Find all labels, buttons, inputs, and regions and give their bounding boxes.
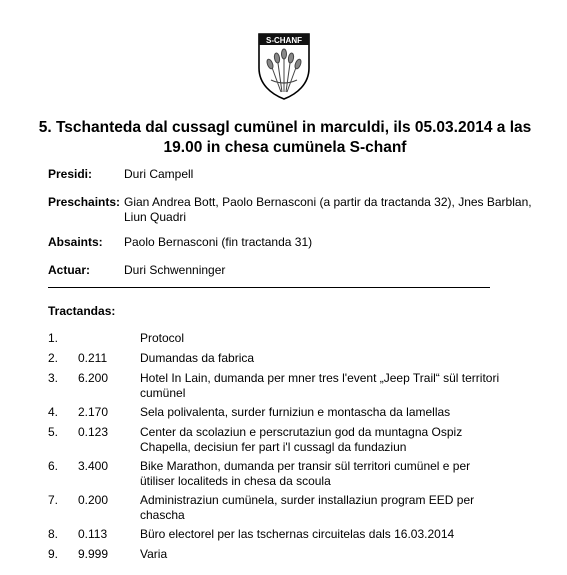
meta-label: Absaints: xyxy=(48,235,103,249)
item-number: 3. xyxy=(48,371,59,385)
item-code: 0.211 xyxy=(78,351,108,365)
item-code: 0.200 xyxy=(78,493,109,507)
meta-value: Duri Schwenninger xyxy=(124,263,226,277)
item-description: Administraziun cumünela, surder installaziun program EED per chascha xyxy=(140,493,475,522)
item-number: 6. xyxy=(48,459,59,473)
meta-label: Presidi: xyxy=(48,167,93,181)
item-number: 9. xyxy=(48,547,59,561)
item-description: Büro electorel per las tschernas circuitelas dals 16.03.2014 xyxy=(140,527,455,541)
meta-label: Preschaints: xyxy=(48,195,121,209)
item-code: 6.200 xyxy=(78,371,109,385)
item-number: 1. xyxy=(48,331,59,345)
section-divider xyxy=(48,287,490,288)
item-number: 8. xyxy=(48,527,59,541)
meta-value: Paolo Bernasconi (fin tractanda 31) xyxy=(124,235,313,249)
item-description: Hotel In Lain, dumanda per mner tres l'event „Jeep Trail“ sül territori cumünel xyxy=(140,371,500,400)
item-description: Bike Marathon, dumanda per transir sül territori cumünel e per ütiliser localiteds in chesa da scoula xyxy=(140,459,471,488)
item-code: 2.170 xyxy=(78,405,109,419)
item-description: Center da scolaziun e perscrutaziun god da muntagna Ospiz Chapella, decisiun fer part i'l cussagl da fundaziun xyxy=(140,425,463,454)
meta-value: Gian Andrea Bott, Paolo Bernasconi (a partir da tractanda 32), Jnes Barblan, Liun Quadri xyxy=(124,195,532,224)
item-number: 7. xyxy=(48,493,59,507)
meta-value: Duri Campell xyxy=(124,167,194,181)
item-description: Protocol xyxy=(140,331,185,345)
tractandas-heading: Tractandas: xyxy=(48,304,116,318)
item-code: 3.400 xyxy=(78,459,109,473)
item-description: Dumandas da fabrica xyxy=(140,351,255,365)
item-code: 9.999 xyxy=(78,547,109,561)
item-code: 0.123 xyxy=(78,425,109,439)
document-title: 5. Tschanteda dal cussagl cumünel in marculdi, ils 05.03.2014 a las 19.00 in chesa cumünela S-chanf xyxy=(38,119,532,156)
item-number: 2. xyxy=(48,351,59,365)
municipal-crest-logo xyxy=(257,32,311,100)
item-code: 0.113 xyxy=(78,527,108,541)
crest-label: S-CHANF xyxy=(266,36,302,45)
meta-label: Actuar: xyxy=(48,263,91,277)
item-number: 4. xyxy=(48,405,59,419)
item-description: Sela polivalenta, surder furniziun e montascha da lamellas xyxy=(140,405,451,419)
item-description: Varia xyxy=(140,547,168,561)
item-number: 5. xyxy=(48,425,59,439)
